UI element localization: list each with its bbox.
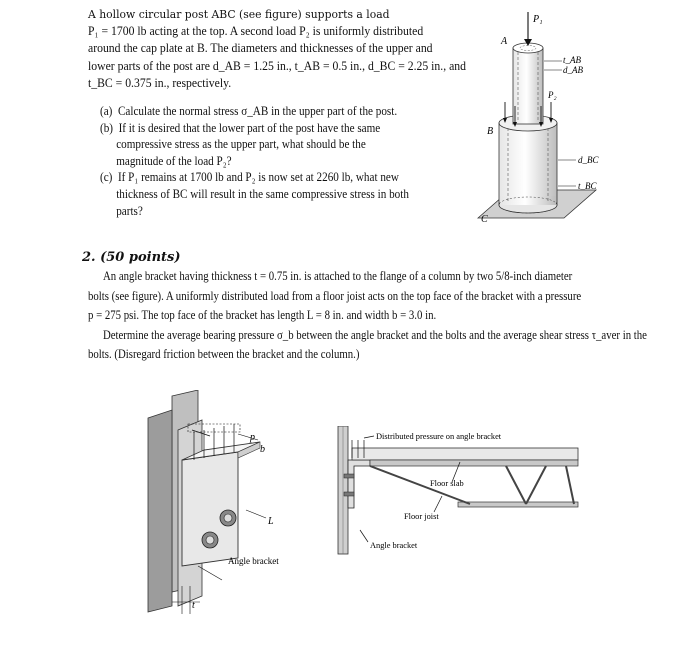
- bolt-upper: [220, 510, 236, 526]
- part-b-text: If it is desired that the lower part of the post have the same compressive stress as the upper part, what should be the magnitude of the load P₂?: [116, 120, 381, 168]
- problem2-line-1: An angle bracket having thickness t = 0.75 in. is attached to the flange of a column by two 5/8-inch diameter: [102, 268, 573, 283]
- label-c: C: [481, 214, 488, 225]
- problem1-lead: A hollow circular post ABC (see figure) supports a load: [88, 7, 390, 21]
- label-p2: P₂: [548, 90, 557, 100]
- bolt-lower: [202, 532, 218, 548]
- side-bolt-lower: [344, 492, 354, 496]
- problem2-line-5: bolts. (Disregard friction between the bracket and the column.): [88, 346, 360, 361]
- problem2-line-3: p = 275 psi. The top face of the bracket has length L = 8 in. and width b = 3.0 in.: [88, 307, 437, 322]
- label-a: A: [501, 36, 508, 47]
- label-side-angle-bracket: Angle bracket: [370, 541, 418, 550]
- joist-bottom-chord: [458, 502, 578, 507]
- part-a: [100, 103, 415, 120]
- part-a-text: Calculate the normal stress σ_AB in the upper part of the post.: [117, 104, 398, 118]
- part-b-label: (b): [100, 120, 114, 135]
- part-a-label: (a): [100, 104, 113, 118]
- label-floor-joist: Floor joist: [404, 512, 439, 521]
- bracket-vertical-leg: [182, 452, 238, 566]
- label-p: p: [250, 432, 255, 443]
- problem2-statement: [88, 266, 647, 364]
- label-distributed-pressure: Distributed pressure on angle bracket: [376, 432, 502, 441]
- problem1-statement: [88, 6, 466, 92]
- side-bolt-upper: [344, 474, 354, 478]
- floor-slab: [352, 448, 578, 460]
- label-t: t: [192, 600, 195, 611]
- label-dbc: d_BC: [578, 155, 599, 165]
- problem1-line-4: t_BC = 0.375 in., respectively.: [88, 75, 232, 90]
- part-c-label: (c): [100, 170, 113, 185]
- problem1-line-1: P₁ = 1700 lb acting at the top. A second load P₂ is uniformly distributed: [88, 24, 424, 39]
- label-floor-slab: Floor slab: [430, 479, 464, 488]
- problem1-line-3: lower parts of the post are d_AB = 1.25 in., t_AB = 0.5 in., d_BC = 2.25 in., and: [88, 58, 466, 73]
- problem1-parts: [100, 103, 415, 219]
- problem2-line-4: Determine the average bearing pressure σ_b between the angle bracket and the bolts and the average shear stress τ_aver in the: [102, 326, 647, 342]
- label-p1: P₁: [533, 14, 543, 25]
- side-angle-bracket: [348, 460, 370, 508]
- problem2-heading: 2. (50 points): [82, 250, 181, 265]
- label-tab: t_AB: [563, 55, 581, 65]
- figure-floor-joist: [330, 426, 580, 566]
- label-dab: d_AB: [563, 65, 583, 75]
- figure-hollow-post: [470, 6, 630, 234]
- part-b: [100, 120, 415, 170]
- column-web: [148, 410, 172, 612]
- problem1-line-2: around the cap plate at B. The diameters and thicknesses of the upper and: [88, 41, 433, 56]
- label-tbc: t_BC: [578, 181, 597, 191]
- label-b: B: [487, 126, 494, 137]
- upper-post-ab: [513, 48, 543, 124]
- figure-angle-bracket: [142, 390, 310, 615]
- part-c-text: If P₁ remains at 1700 lb and P₂ is now set at 2260 lb, what new thickness of BC will result in the same compressive stress in both parts?: [116, 170, 409, 218]
- label-b-width: b: [260, 444, 265, 455]
- label-l: L: [268, 516, 274, 527]
- part-c: [100, 169, 415, 219]
- joist-top-chord: [370, 460, 578, 466]
- problem2-line-2: bolts (see figure). A uniformly distributed load from a floor joist acts on the top face of the bracket with a pressure: [88, 287, 582, 303]
- label-angle-bracket: Angle bracket: [228, 556, 279, 566]
- joist-web: [370, 466, 574, 504]
